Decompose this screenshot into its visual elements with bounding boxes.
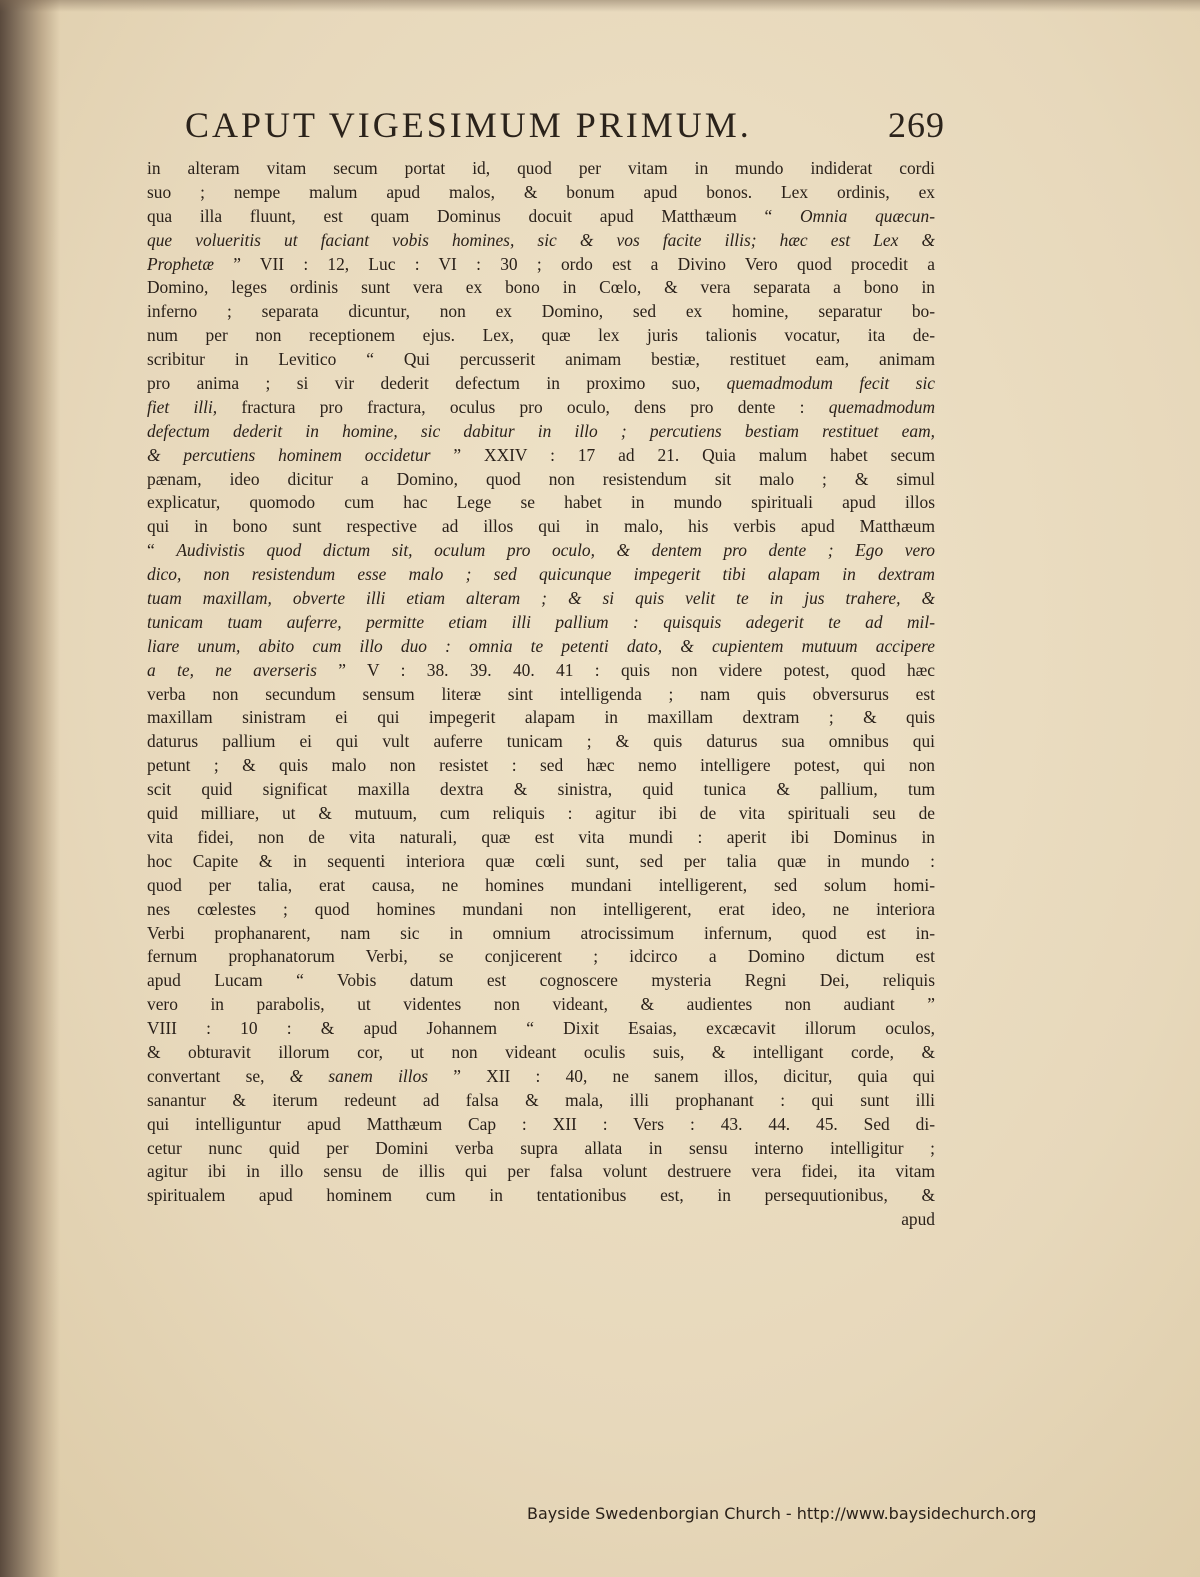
text-segment: qui in bono sunt respective ad illos qui in malo, his verbis apud Matthæum	[147, 516, 935, 537]
text-line	[147, 1160, 935, 1184]
text-segment: VIII : 10 : & apud Johannem “ Dixit Esaias, excæcavit illorum oculos,	[147, 1018, 935, 1039]
text-line	[147, 515, 935, 539]
italic-text: & percutiens hominem occidetur	[147, 444, 431, 465]
text-segment: apud	[901, 1209, 935, 1230]
text-line	[147, 539, 935, 563]
text-segment: petunt ; & quis malo non resistet : sed hæc nemo intelligere potest, qui non	[147, 755, 935, 776]
text-segment: agitur ibi in illo sensu de illis qui per falsa volunt destruere vera fidei, ita vitam	[147, 1161, 935, 1182]
text-segment: fractura pro fractura, oculus pro oculo, dens pro dente :	[217, 396, 829, 417]
text-line	[147, 1208, 935, 1232]
text-segment: scit quid significat maxilla dextra & sinistra, quid tunica & pallium, tum	[147, 779, 935, 800]
text-line	[147, 706, 935, 730]
text-segment: daturus pallium ei qui vult auferre tunicam ; & quis daturus sua omnibus qui	[147, 731, 935, 752]
footer-credit: Bayside Swedenborgian Church - http://www.baysidechurch.org	[527, 1504, 1037, 1523]
text-line	[147, 1089, 935, 1113]
chapter-heading: CAPUT VIGESIMUM PRIMUM.	[185, 105, 752, 145]
text-segment: suo ; nempe malum apud malos, & bonum apud bonos. Lex ordinis, ex	[147, 181, 935, 202]
italic-text: liare unum, abito cum illo duo : omnia te petenti dato, & cupientem mutuum accipere	[147, 635, 935, 656]
text-line	[147, 444, 935, 468]
text-line	[147, 1041, 935, 1065]
text-line	[147, 157, 935, 181]
text-segment: & obturavit illorum cor, ut non videant oculis suis, & intelligant corde, &	[147, 1041, 935, 1062]
italic-text: tunicam tuam auferre, permitte etiam illi pallium : quisquis adegerit te ad mil-	[147, 611, 935, 632]
text-segment: qua illa fluunt, est quam Dominus docuit apud Matthæum “	[147, 205, 800, 226]
italic-text: fiet illi,	[147, 396, 218, 417]
text-segment: hoc Capite & in sequenti interiora quæ cœli sunt, sed per talia quæ in mundo :	[147, 850, 935, 871]
text-segment: Domino, leges ordinis sunt vera ex bono in Cœlo, & vera separata a bono in	[147, 277, 935, 298]
text-line	[147, 1065, 935, 1089]
text-line	[147, 563, 935, 587]
text-segment: nes cœlestes ; quod homines mundani non intelligerent, erat ideo, ne interiora	[147, 898, 935, 919]
text-line	[147, 420, 935, 444]
text-line	[147, 1113, 935, 1137]
text-line	[147, 802, 935, 826]
text-line	[147, 348, 935, 372]
text-line	[147, 850, 935, 874]
text-line	[147, 754, 935, 778]
page-number: 269	[888, 105, 945, 145]
text-segment: qui intelliguntur apud Matthæum Cap : XII : Vers : 43. 44. 45. Sed di-	[147, 1113, 935, 1134]
italic-text: tuam maxillam, obverte illi etiam alteram ; & si quis velit te in jus trahere, &	[147, 588, 935, 609]
text-segment: pænam, ideo dicitur a Domino, quod non resistendum sit malo ; & simul	[147, 468, 935, 489]
text-segment: ” XXIV : 17 ad 21. Quia malum habet secum	[430, 444, 935, 465]
text-line	[147, 587, 935, 611]
text-segment: convertant se,	[147, 1065, 290, 1086]
text-segment: “	[147, 540, 177, 561]
italic-text: que volueritis ut faciant vobis homines, sic & vos facite illis; hæc est Lex &	[147, 229, 935, 250]
text-segment: cetur nunc quid per Domini verba supra allata in sensu interno intelligitur ;	[147, 1137, 935, 1158]
text-line	[147, 969, 935, 993]
text-line	[147, 993, 935, 1017]
text-segment: vero in parabolis, ut videntes non videant, & audientes non audiant ”	[147, 994, 935, 1015]
text-segment: ” VII : 12, Luc : VI : 30 ; ordo est a Divino Vero quod procedit a	[213, 253, 935, 274]
text-segment: spiritualem apud hominem cum in tentationibus est, in persequutionibus, &	[147, 1185, 935, 1206]
italic-text: & sanem illos	[289, 1065, 429, 1086]
text-line	[147, 181, 935, 205]
text-segment: ” V : 38. 39. 40. 41 : quis non videre potest, quod hæc	[316, 659, 935, 680]
page-top-edge	[0, 0, 1200, 12]
text-line	[147, 874, 935, 898]
text-line	[147, 611, 935, 635]
text-line	[147, 945, 935, 969]
text-line	[147, 659, 935, 683]
text-segment: inferno ; separata dicuntur, non ex Domino, sed ex homine, separatur bo-	[147, 301, 935, 322]
text-segment: in alteram vitam secum portat id, quod per vitam in mundo indiderat cordi	[147, 158, 935, 178]
text-segment: quid milliare, ut & mutuum, cum reliquis : agitur ibi de vita spirituali seu de	[147, 803, 935, 824]
italic-text: a te, ne averseris	[147, 659, 317, 680]
italic-text: Prophetæ	[147, 253, 214, 274]
text-line	[147, 635, 935, 659]
text-segment: scribitur in Levitico “ Qui percusserit animam bestiæ, restituet eam, animam	[147, 349, 935, 370]
text-line	[147, 922, 935, 946]
text-line	[147, 898, 935, 922]
italic-text: quemadmodum fecit sic	[726, 373, 935, 394]
text-line	[147, 778, 935, 802]
text-segment: num per non receptionem ejus. Lex, quæ lex juris talionis vocatur, ita de-	[147, 325, 935, 346]
text-line	[147, 491, 935, 515]
text-segment: fernum prophanatorum Verbi, se conjicerent ; idcirco a Domino dictum est	[147, 946, 935, 967]
text-segment: sanantur & iterum redeunt ad falsa & mala, illi prophanant : qui sunt illi	[147, 1089, 935, 1110]
text-line	[147, 300, 935, 324]
text-line	[147, 396, 935, 420]
text-segment: quod per talia, erat causa, ne homines mundani intelligerent, sed solum homi-	[147, 874, 935, 895]
text-line	[147, 730, 935, 754]
text-line	[147, 324, 935, 348]
italic-text: Audivistis quod dictum sit, oculum pro oculo, & dentem pro dente ; Ego vero	[176, 540, 935, 561]
text-line	[147, 683, 935, 707]
italic-text: quemadmodum	[828, 396, 935, 417]
text-line	[147, 1137, 935, 1161]
text-segment: verba non secundum sensum literæ sint intelligenda ; nam quis obversurus est	[147, 683, 935, 704]
running-header	[185, 104, 945, 146]
italic-text: Omnia quæcun-	[799, 205, 935, 226]
text-segment: maxillam sinistram ei qui impegerit alapam in maxillam dextram ; & quis	[147, 707, 935, 728]
text-segment: vita fidei, non de vita naturali, quæ est vita mundi : aperit ibi Dominus in	[147, 826, 935, 847]
text-segment: Verbi prophanarent, nam sic in omnium atrocissimum infernum, quod est in-	[147, 922, 935, 943]
text-line	[147, 229, 935, 253]
body-text	[147, 157, 935, 1232]
page-binding-shadow	[0, 0, 60, 1577]
text-line	[147, 826, 935, 850]
text-segment: apud Lucam “ Vobis datum est cognoscere mysteria Regni Dei, reliquis	[147, 970, 935, 991]
italic-text: dico, non resistendum esse malo ; sed quicunque impegerit tibi alapam in dextram	[147, 564, 935, 585]
text-segment: ” XII : 40, ne sanem illos, dicitur, quia qui	[428, 1065, 935, 1086]
text-segment: pro anima ; si vir dederit defectum in proximo suo,	[147, 373, 727, 394]
text-line	[147, 468, 935, 492]
text-line	[147, 253, 935, 277]
italic-text: defectum dederit in homine, sic dabitur in illo ; percutiens bestiam restituet eam,	[147, 420, 935, 441]
text-line	[147, 276, 935, 300]
text-line	[147, 205, 935, 229]
text-line	[147, 1184, 935, 1208]
text-segment: explicatur, quomodo cum hac Lege se habet in mundo spirituali apud illos	[147, 492, 935, 513]
text-line	[147, 1017, 935, 1041]
text-line	[147, 372, 935, 396]
